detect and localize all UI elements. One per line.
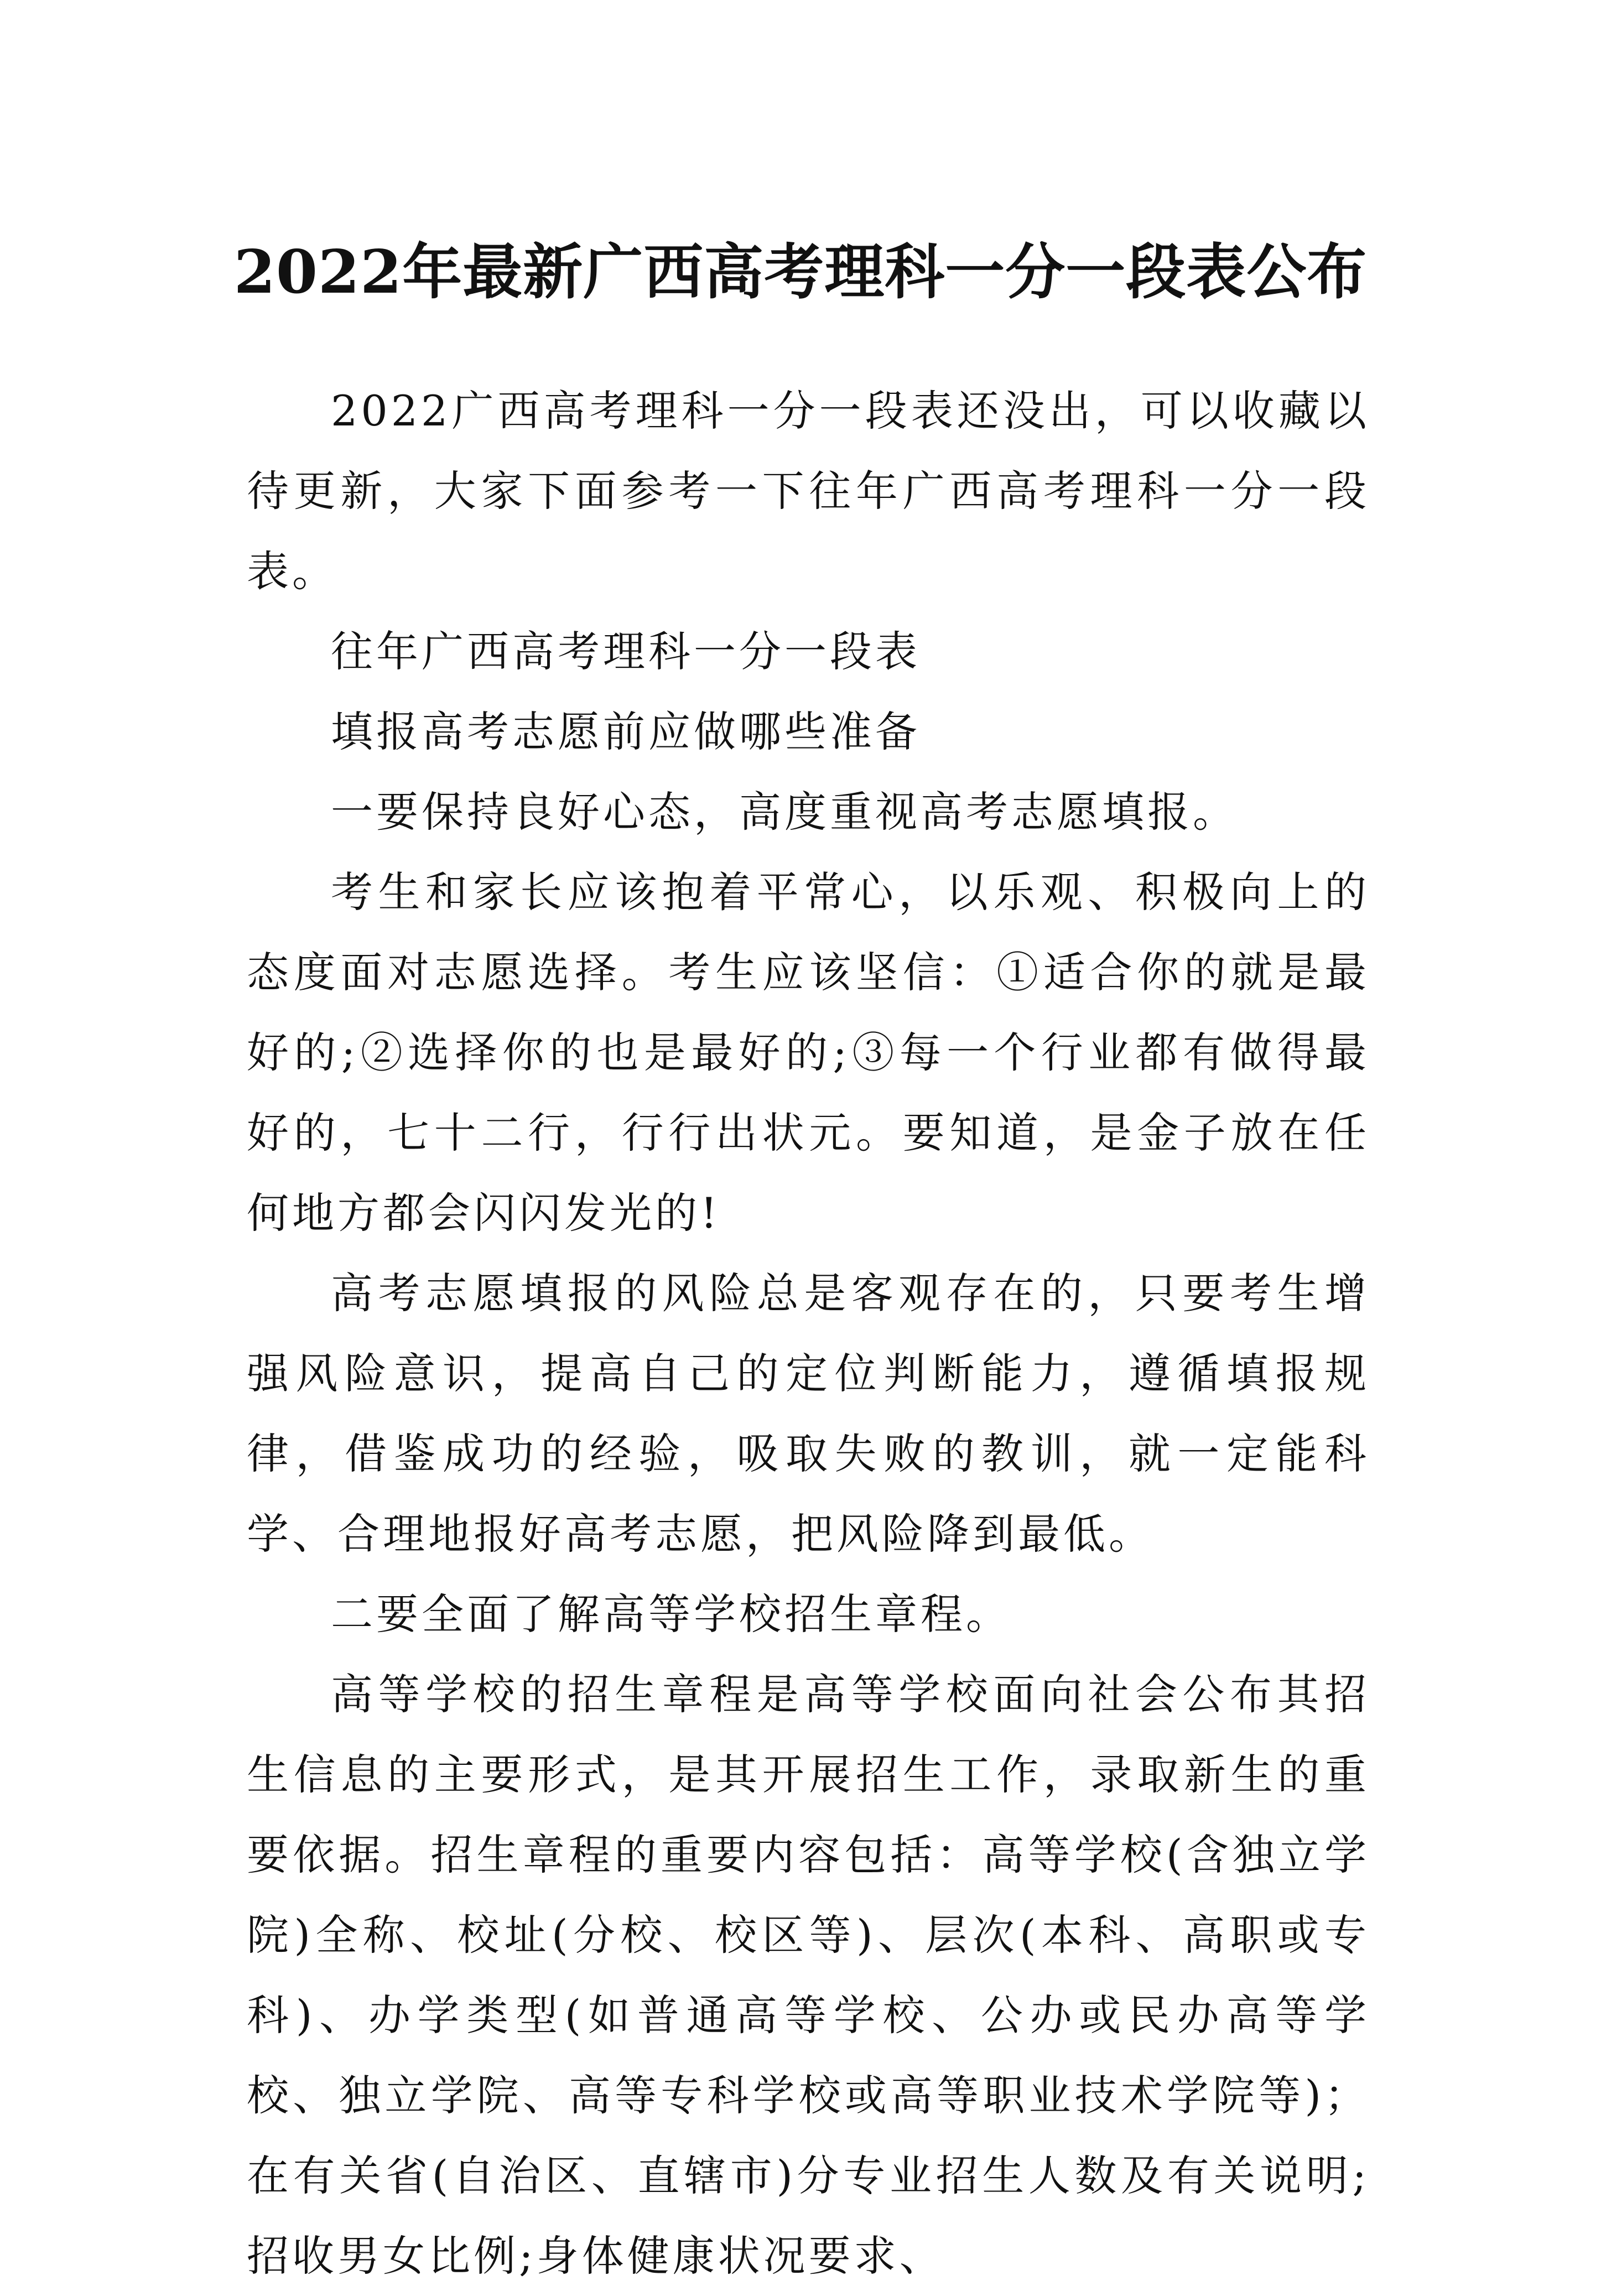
- paragraph-mindset: 考生和家长应该抱着平常心，以乐观、积极向上的态度面对志愿选择。考生应该坚信：①适合你的就是最好的;②选择你的也是最好的;③每一个行业都有做得最好的，七十二行，行行出状元。要知道，是金子放在任何地方都会闪闪发光的!: [247, 868, 1370, 1238]
- paragraph-risk: 高考志愿填报的风险总是客观存在的，只要考生增强风险意识，提高自己的定位判断能力，遵循填报规律，借鉴成功的经验，吸取失败的教训，就一定能科学、合理地报好高考志愿，把风险降到最低。: [247, 1269, 1370, 1559]
- paragraph-admission-rules: 高等学校的招生章程是高等学校面向社会公布其招生信息的主要形式，是其开展招生工作，录取新生的重要依据。招生章程的重要内容包括：高等学校(含独立学院)全称、校址(分校、校区等)、层次(本科、高职或专科)、办学类型(如普通高等学校、公办或民办高等学校、独立学院、高等专科学校或高等职业技术学院等)；在有关省(自治区、直辖市)分专业招生人数及有关说明;招收男女比例;身体健康状况要求、: [247, 1670, 1370, 2281]
- paragraph-intro: 2022广西高考理科一分一段表还没出，可以收藏以待更新，大家下面参考一下往年广西高考理科一分一段表。: [247, 386, 1370, 596]
- document-body: [247, 371, 1370, 2296]
- document-title: 2022年最新广西高考理科一分一段表公布: [233, 237, 1368, 308]
- paragraph-section-heading: 填报高考志愿前应做哪些准备: [331, 707, 921, 756]
- paragraph-point-two: 二要全面了解高等学校招生章程。: [331, 1589, 1011, 1639]
- paragraph-table-heading: 往年广西高考理科一分一段表: [331, 627, 921, 676]
- paragraph-point-one: 一要保持良好心态，高度重视高考志愿填报。: [331, 787, 1238, 837]
